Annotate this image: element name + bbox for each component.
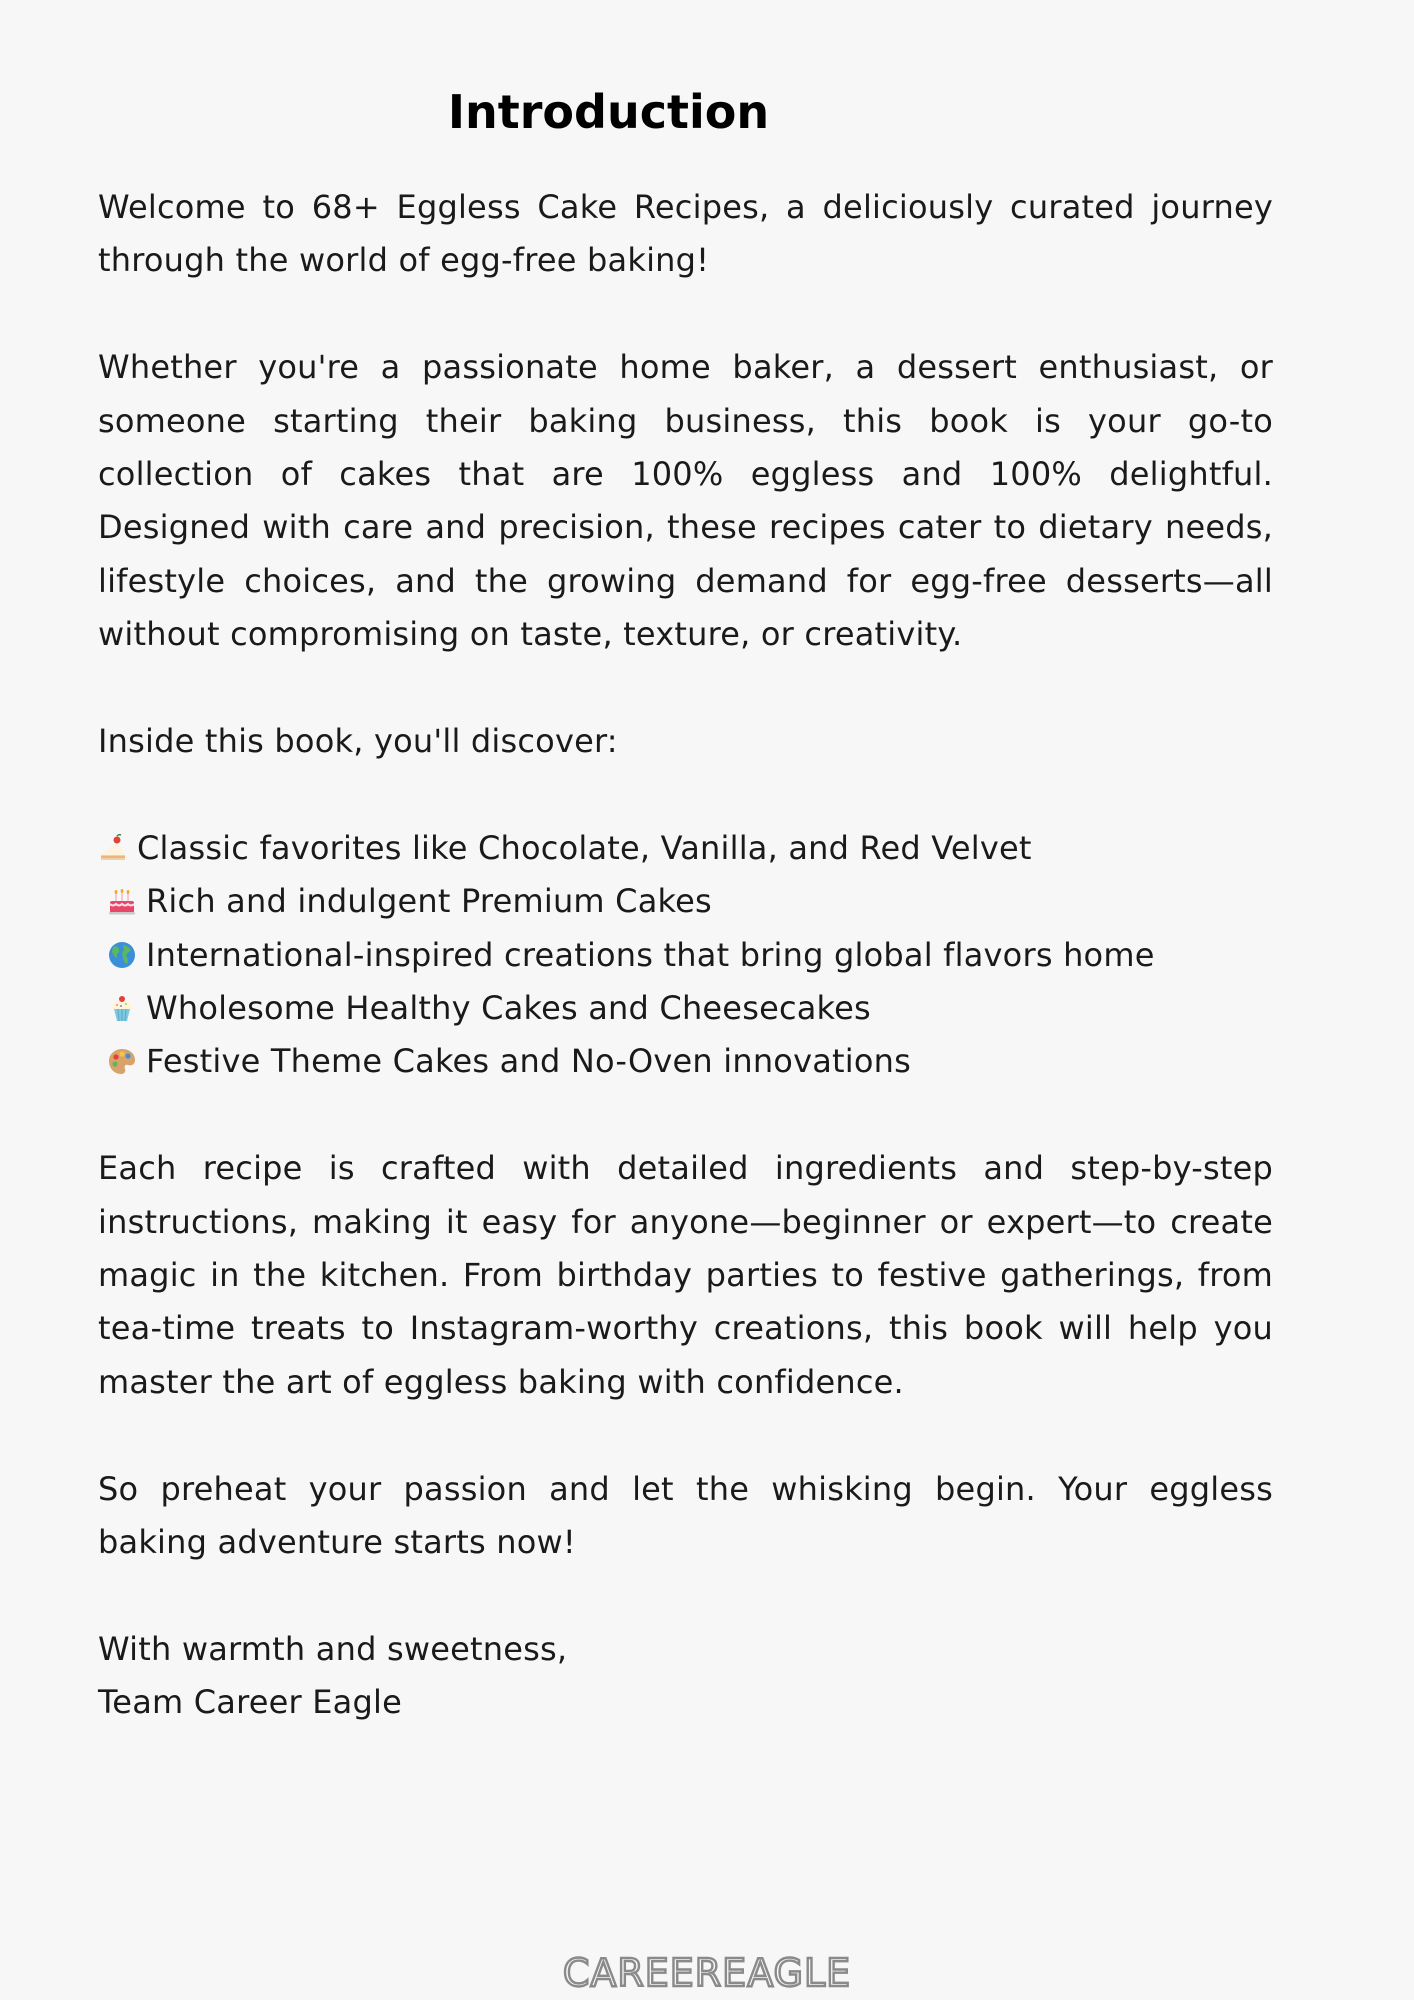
highlight-text: Festive Theme Cakes and No-Oven innovations	[146, 1042, 912, 1081]
highlights-list	[98, 822, 1273, 1089]
discover-intro: Inside this book, you'll discover:	[98, 722, 618, 761]
birthday-cake-icon	[107, 879, 137, 909]
welcome-paragraph: Welcome to 68+ Eggless Cake Recipes, a deliciously curated journey through the world of egg-free baking!	[98, 188, 1273, 280]
cupcake-icon	[107, 986, 137, 1016]
recipe-details-paragraph: Each recipe is crafted with detailed ingredients and step-by-step instructions, making it easy for anyone—beginner or expert—to create magic in the kitchen. From birthday parties to festive gatherings, from tea-time treats to Instagram-worthy creations, this book will help you master the art of eggless baking with confidence.	[98, 1149, 1273, 1401]
cake-slice-icon	[98, 826, 128, 856]
highlight-text: Classic favorites like Chocolate, Vanilla, and Red Velvet	[137, 828, 1032, 867]
artist-palette-icon	[107, 1039, 137, 1069]
audience-paragraph: Whether you're a passionate home baker, a dessert enthusiast, or someone starting their baking business, this book is your go-to collection of cakes that are 100% eggless and 100% delightful. Designed with care and precision, these recipes cater to dietary needs, lifestyle choices, and the growing demand for egg-free desserts—all without compromising on taste, texture, or creativity.	[98, 348, 1273, 654]
list-item	[98, 875, 1273, 928]
signoff-team: Team Career Eagle	[98, 1683, 402, 1722]
highlight-text: International-inspired creations that bring global flavors home	[146, 935, 1155, 974]
closing-paragraph: So preheat your passion and let the whisking begin. Your eggless baking adventure starts now!	[98, 1469, 1273, 1562]
list-item	[98, 822, 1273, 875]
highlight-text: Wholesome Healthy Cakes and Cheesecakes	[146, 989, 871, 1028]
logo-wordmark: CAREEREAGLE	[562, 1952, 852, 1992]
globe-icon	[107, 933, 137, 963]
list-item	[98, 929, 1273, 982]
career-eagle-logo	[0, 1952, 1414, 1996]
introduction-body	[98, 181, 1273, 1730]
highlight-text: Rich and indulgent Premium Cakes	[146, 882, 712, 921]
list-item	[98, 1035, 1273, 1088]
list-item	[98, 982, 1273, 1035]
signoff-closing: With warmth and sweetness,	[98, 1629, 568, 1668]
page-title: Introduction	[447, 85, 770, 139]
